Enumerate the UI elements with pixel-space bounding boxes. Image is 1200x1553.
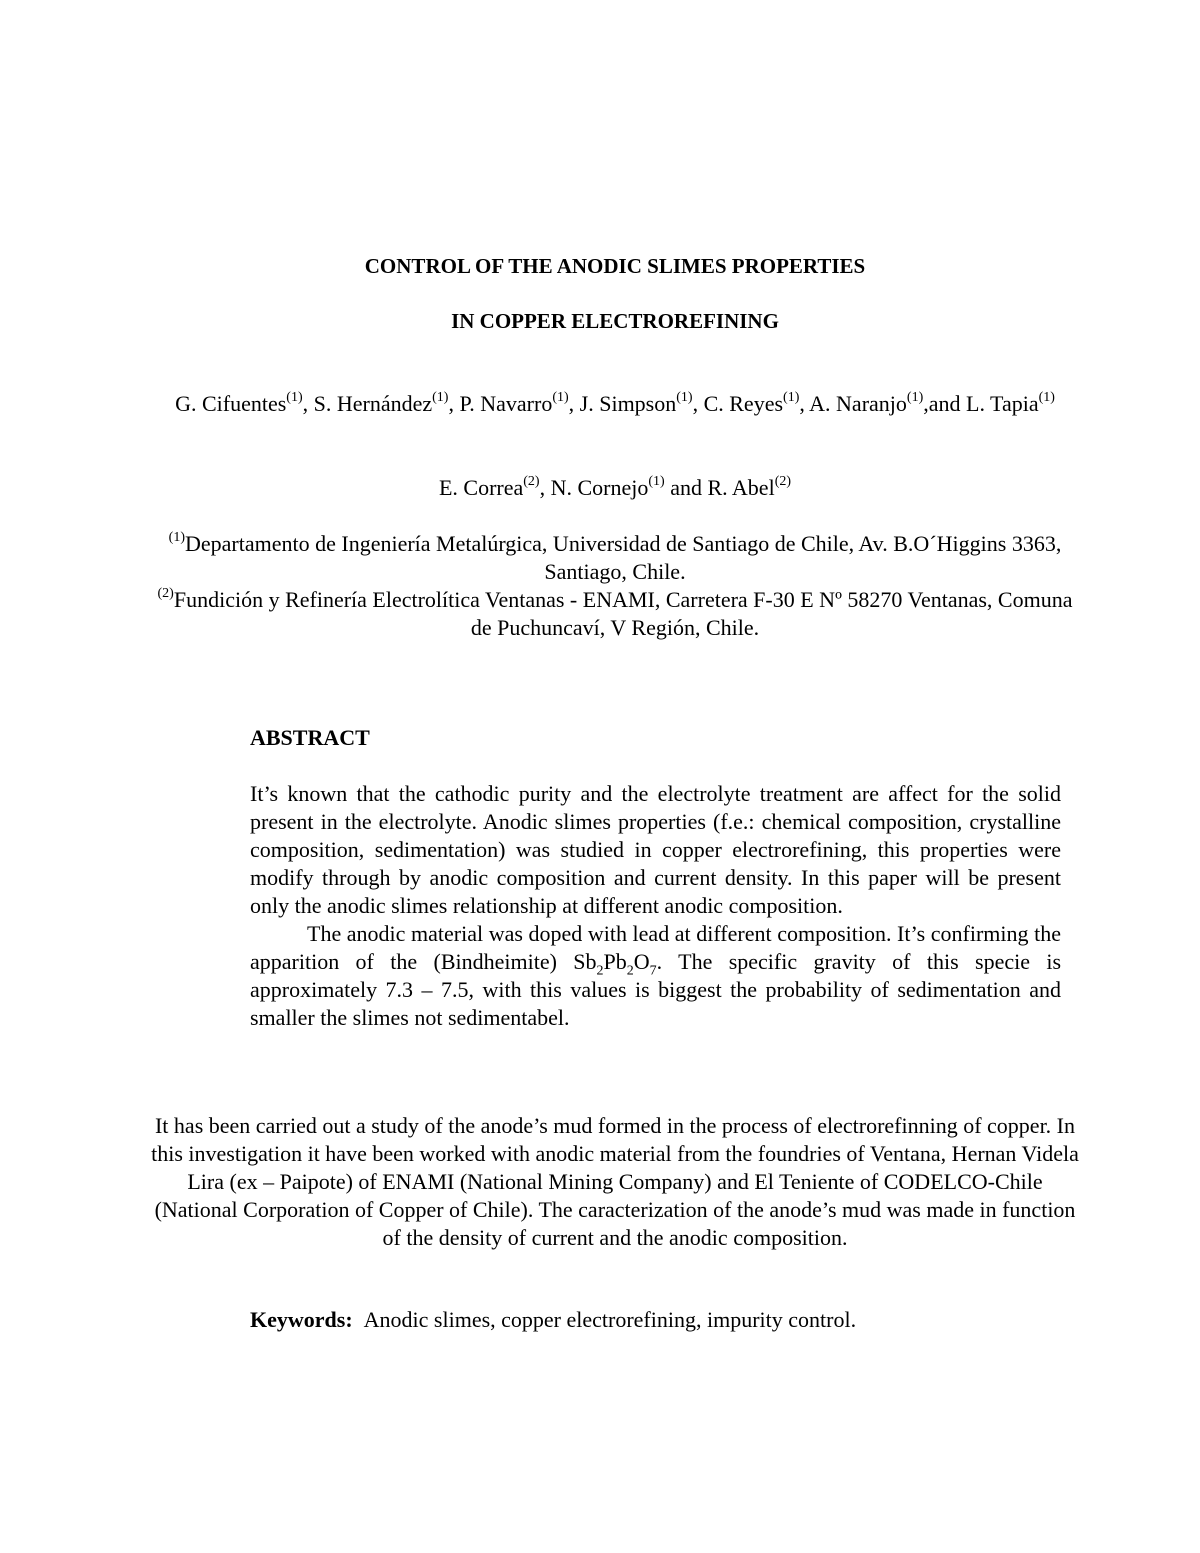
author-name: E. Correa: [438, 475, 524, 500]
keywords-label: Keywords:: [250, 1307, 353, 1332]
author-separator: and: [664, 475, 708, 500]
abstract-paragraph-2-end: . The specific gravity of this specie is approximately 7.3 – 7.5, with this values is biggest the probability of sedimentation and smaller the slimes not sedimentabel.: [250, 949, 1062, 1030]
formula-subscript: 2: [626, 963, 634, 979]
formula-subscript: 7: [649, 963, 657, 979]
author-affiliation-mark: (1): [552, 389, 569, 405]
author-affiliation-mark: (1): [906, 389, 924, 405]
author-name: G. Cifuentes: [175, 391, 287, 416]
abstract-paragraph-2-start: The anodic material was doped with lead at different composition. It’s confirming the apparition of the (Bindheimite): [250, 921, 1061, 974]
author-affiliation-mark: (1): [648, 473, 665, 489]
abstract-heading: ABSTRACT: [250, 725, 370, 750]
paper-title-line-1: CONTROL OF THE ANODIC SLIMES PROPERTIES: [364, 254, 866, 278]
abstract-paragraph-2: [250, 920, 1061, 1032]
author-affiliation-mark: (1): [432, 389, 449, 405]
author-affiliation-mark: (2): [774, 473, 792, 489]
keywords-line: [250, 1306, 1061, 1334]
author-separator: ,: [692, 391, 704, 416]
chemical-formula: [573, 949, 657, 979]
author-name: N. Cornejo: [550, 475, 649, 500]
formula-subscript: 2: [596, 963, 604, 979]
affiliation-2: [150, 586, 1080, 642]
author-affiliation-mark: (1): [1038, 389, 1055, 405]
author-separator: ,: [539, 475, 551, 500]
keywords-text: Anodic slimes, copper electrorefining, impurity control.: [363, 1307, 857, 1332]
author-separator: ,: [568, 391, 580, 416]
abstract-paragraph-1: It’s known that the cathodic purity and the electrolyte treatment are affect for the solid present in the electrolyte. Anodic slimes properties (f.e.: chemical composition, crystalline composition, sedimentation) was studied in copper electrorefining, this properties were modify through by anodic composition and current density. In this paper will be present only the anodic slimes relationship at different anodic composition.: [250, 781, 1061, 918]
affiliation-mark: (1): [168, 529, 185, 545]
author-affiliation-mark: (2): [523, 473, 540, 489]
formula-element: Pb: [603, 949, 627, 974]
author-name: L. Tapia: [966, 391, 1039, 416]
author-name: S. Hernández: [313, 391, 433, 416]
author-name: J. Simpson: [579, 391, 677, 416]
author-list-2: [160, 474, 1070, 502]
author-separator: ,: [799, 391, 810, 416]
affiliation-mark: (2): [157, 585, 174, 601]
author-list-1: [160, 390, 1070, 418]
author-affiliation-mark: (1): [783, 389, 800, 405]
author-separator: ,and: [923, 391, 966, 416]
affiliation-1: [150, 530, 1080, 586]
affiliation-text: Departamento de Ingeniería Metalúrgica, Universidad de Santiago de Chile, Av. B.O´Higgins 3363, Santiago, Chile.: [185, 531, 1062, 584]
author-name: R. Abel: [707, 475, 775, 500]
author-affiliation-mark: (1): [676, 389, 693, 405]
abstract-body: [250, 780, 1061, 1032]
formula-element: Sb: [573, 949, 597, 974]
author-name: P. Navarro: [459, 391, 553, 416]
formula-element: O: [633, 949, 650, 974]
paper-title-line-2: IN COPPER ELECTROREFINING: [451, 309, 779, 333]
summary-paragraph: It has been carried out a study of the anode’s mud formed in the process of electrorefinning of copper. In this investigation it have been worked with anodic material from the foundries of Ventana, Hernan Videla Lira (ex – Paipote) of ENAMI (National Mining Company) and El Teniente of CODELCO-Chile (National Corporation of Copper of Chile). The caracterization of the anode’s mud was made in function of the density of current and the anodic composition.: [151, 1113, 1079, 1250]
author-separator: ,: [448, 391, 460, 416]
author-name: C. Reyes: [703, 391, 784, 416]
author-name: A. Naranjo: [809, 391, 907, 416]
author-separator: ,: [302, 391, 314, 416]
author-affiliation-mark: (1): [286, 389, 303, 405]
affiliation-text: Fundición y Refinería Electrolítica Ventanas - ENAMI, Carretera F-30 E Nº 58270 Ventanas, Comuna de Puchuncaví, V Región, Chile.: [173, 587, 1073, 640]
